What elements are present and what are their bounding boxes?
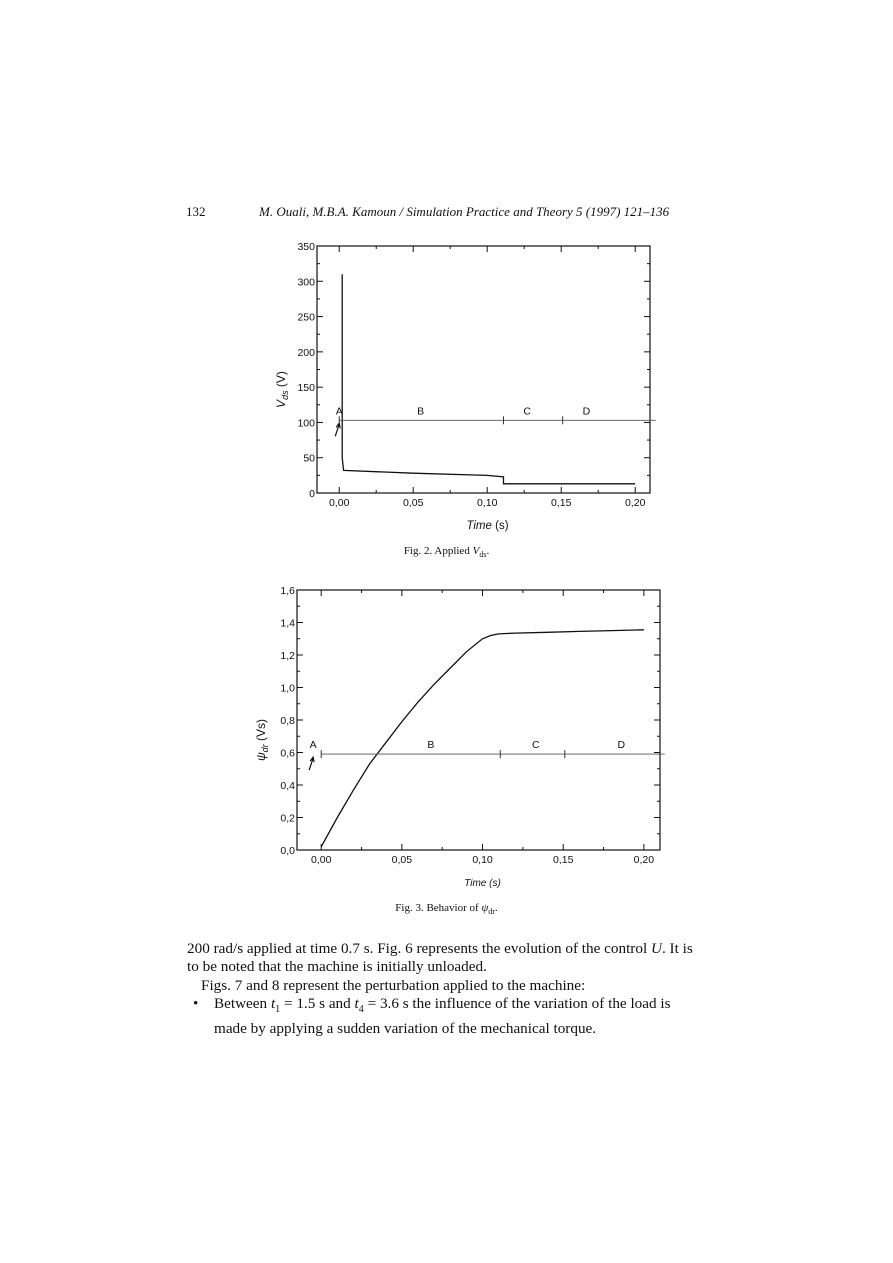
annotation-label: A <box>335 405 343 418</box>
y-tick-label: 0,4 <box>280 780 295 792</box>
bullet-1-line-2: made by applying a sudden variation of the mechanical torque. <box>214 1019 597 1037</box>
y-axis-label: $V_{ds}$ (V) <box>274 371 290 408</box>
annotation-label: A <box>309 739 317 752</box>
running-title: M. Ouali, M.B.A. Kamoun / Simulation Practice and Theory 5 (1997) 121–136 <box>259 204 670 219</box>
figure-3-caption <box>0 902 893 916</box>
figure-3-chart <box>0 580 893 890</box>
y-tick-label: 200 <box>297 346 315 359</box>
annotation-label: B <box>417 405 425 418</box>
annotation-arrow <box>335 423 340 436</box>
annotation-label: D <box>582 405 591 418</box>
y-tick-label: 150 <box>297 382 315 395</box>
annotation-label: C <box>523 405 531 418</box>
y-tick-label: 0,6 <box>280 747 295 760</box>
y-tick-label: 1,6 <box>280 585 295 597</box>
bullet-symbol: • <box>193 995 199 1013</box>
annotation-label: C <box>531 739 540 752</box>
y-tick-label: 0,2 <box>280 812 295 825</box>
x-tick-label: 0,10 <box>476 497 498 509</box>
body-text <box>187 940 703 1038</box>
x-tick-label: 0,05 <box>402 497 424 509</box>
x-tick-label: 0,20 <box>624 497 646 509</box>
y-tick-label: 1,2 <box>280 650 295 662</box>
figure-3-caption-text: Fig. 3. Behavior of $\psi_{dr}$. <box>395 902 498 917</box>
y-axis-label: $\psi_{dr}$ (Vs) <box>254 718 270 762</box>
x-tick-label: 0,10 <box>472 854 493 866</box>
y-tick-label: 1,0 <box>280 682 295 695</box>
y-tick-label: 100 <box>297 417 315 430</box>
y-tick-label: 250 <box>297 311 315 324</box>
figure-2-caption <box>0 545 893 559</box>
paragraph-1-line-1: 200 rad/s applied at time 0.7 s. Fig. 6 represents the evolution of the control U. It is <box>187 940 693 957</box>
plot-frame <box>317 246 650 493</box>
annotation-arrow <box>309 757 314 770</box>
annotation-label: D <box>617 739 626 752</box>
y-tick-label: 300 <box>297 276 315 289</box>
figure-2-caption-text: Fig. 2. Applied $V_{ds}$. <box>403 545 490 560</box>
page-header <box>0 204 893 224</box>
x-tick-label: 0,15 <box>550 497 572 509</box>
y-tick-label: 0,8 <box>280 715 295 727</box>
y-tick-label: 0 <box>309 488 315 500</box>
x-tick-label: 0,00 <box>310 854 332 866</box>
y-tick-label: 50 <box>303 452 315 465</box>
x-tick-label: 0,00 <box>328 497 350 509</box>
x-tick-label: 0,05 <box>391 854 413 866</box>
x-tick-label: 0,15 <box>552 854 574 866</box>
y-tick-label: 1,4 <box>280 617 295 630</box>
series-line <box>342 274 635 484</box>
y-tick-label: 0,0 <box>280 845 295 857</box>
plot-frame <box>297 590 660 850</box>
page-number: 132 <box>186 204 206 219</box>
bullet-item <box>187 995 703 1038</box>
x-axis-label: Time (s) <box>466 520 509 532</box>
series-line <box>321 630 644 847</box>
paragraph-2: Figs. 7 and 8 represent the perturbation applied to the machine: <box>201 976 586 994</box>
paragraph-1-line-2: to be noted that the machine is initially unloaded. <box>187 958 487 976</box>
bullet-1-line-1: Between $t_1 = 1.5$ s and $t_4 = 3.6$ s the influence of the variation of the load is <box>214 995 671 1016</box>
figure-2-chart <box>0 236 893 536</box>
x-axis-label: Time (s) <box>464 878 501 889</box>
x-tick-label: 0,20 <box>633 854 655 866</box>
y-tick-label: 350 <box>297 241 315 253</box>
annotation-label: B <box>427 739 435 752</box>
